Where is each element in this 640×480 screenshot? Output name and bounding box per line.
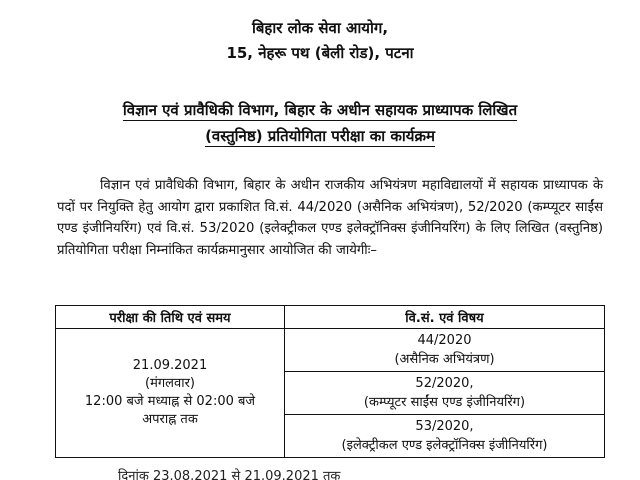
subject-number: 53/2020,: [415, 419, 474, 434]
notice-paragraph-text: विज्ञान एवं प्रावैधिकी विभाग, बिहार के अधीन राजकीय अभियंत्रण महाविद्यालयों में सहायक प्राध्यापक के पदों पर नियुक्ति हेतु आयोग द्वारा प्रकाशित वि.सं. 44/2020 (असैनिक अभियंत्रण), 52/2020 (कम्प्यूटर साईंस एण्ड इंजीनियरिंग) एवं वि.सं. 53/2020 (इलेक्ट्रीकल एण्ड इलेक्ट्रॉनिक्स इंजीनियरिंग) के लिए लिखित (वस्तुनिष्ठ) प्रतियोगिता परीक्षा निम्नांकित कार्यक्रमानुसार आयोजित की जायेगीः–: [57, 178, 603, 258]
notice-title-line2: [0, 126, 640, 146]
exam-time: 12:00 बजे मध्याह्न से 02:00 बजे: [84, 394, 256, 409]
notice-title-text2: (वस्तुनिष्ठ) प्रतियोगिता परीक्षा का कार्यक्रम: [205, 127, 435, 145]
exam-time-end: अपराह्न तक: [142, 412, 198, 427]
subject-name: (कम्प्यूटर साईंस एण्ड इंजीनियरिंग): [363, 395, 526, 410]
exam-day: (मंगलवार): [145, 376, 195, 391]
footer-partial-text: दिनांक 23.08.2021 से 21.09.2021 तक: [118, 469, 341, 480]
notice-title-text1: विज्ञान एवं प्रावैधिकी विभाग, बिहार के अधीन सहायक प्राध्यापक लिखित: [122, 101, 518, 119]
commission-address: 15, नेहरू पथ (बेली रोड), पटना: [226, 44, 414, 62]
subject-number: 44/2020: [417, 333, 472, 348]
date-time-cell: [56, 329, 285, 458]
header-subject: वि.सं. एवं विषय: [285, 306, 605, 329]
subject-name: (इलेक्ट्रीकल एण्ड इलेक्ट्रॉनिक्स इंजीनियरिंग): [341, 438, 548, 453]
table-header-row: [56, 306, 605, 329]
commission-name: बिहार लोक सेवा आयोग,: [251, 19, 389, 37]
subject-number: 52/2020,: [415, 376, 474, 391]
exam-date: 21.09.2021: [132, 358, 208, 373]
subject-cell-3: [285, 415, 605, 458]
notice-paragraph: [57, 175, 603, 261]
header-date-time: परीक्षा की तिथि एवं समय: [56, 306, 285, 329]
notice-title-line1: [0, 100, 640, 120]
subject-cell-2: [285, 372, 605, 415]
subject-name: (असैनिक अभियंत्रण): [394, 352, 495, 367]
subject-cell-1: [285, 329, 605, 372]
table-row: [56, 329, 605, 372]
exam-schedule-table: [55, 305, 605, 458]
